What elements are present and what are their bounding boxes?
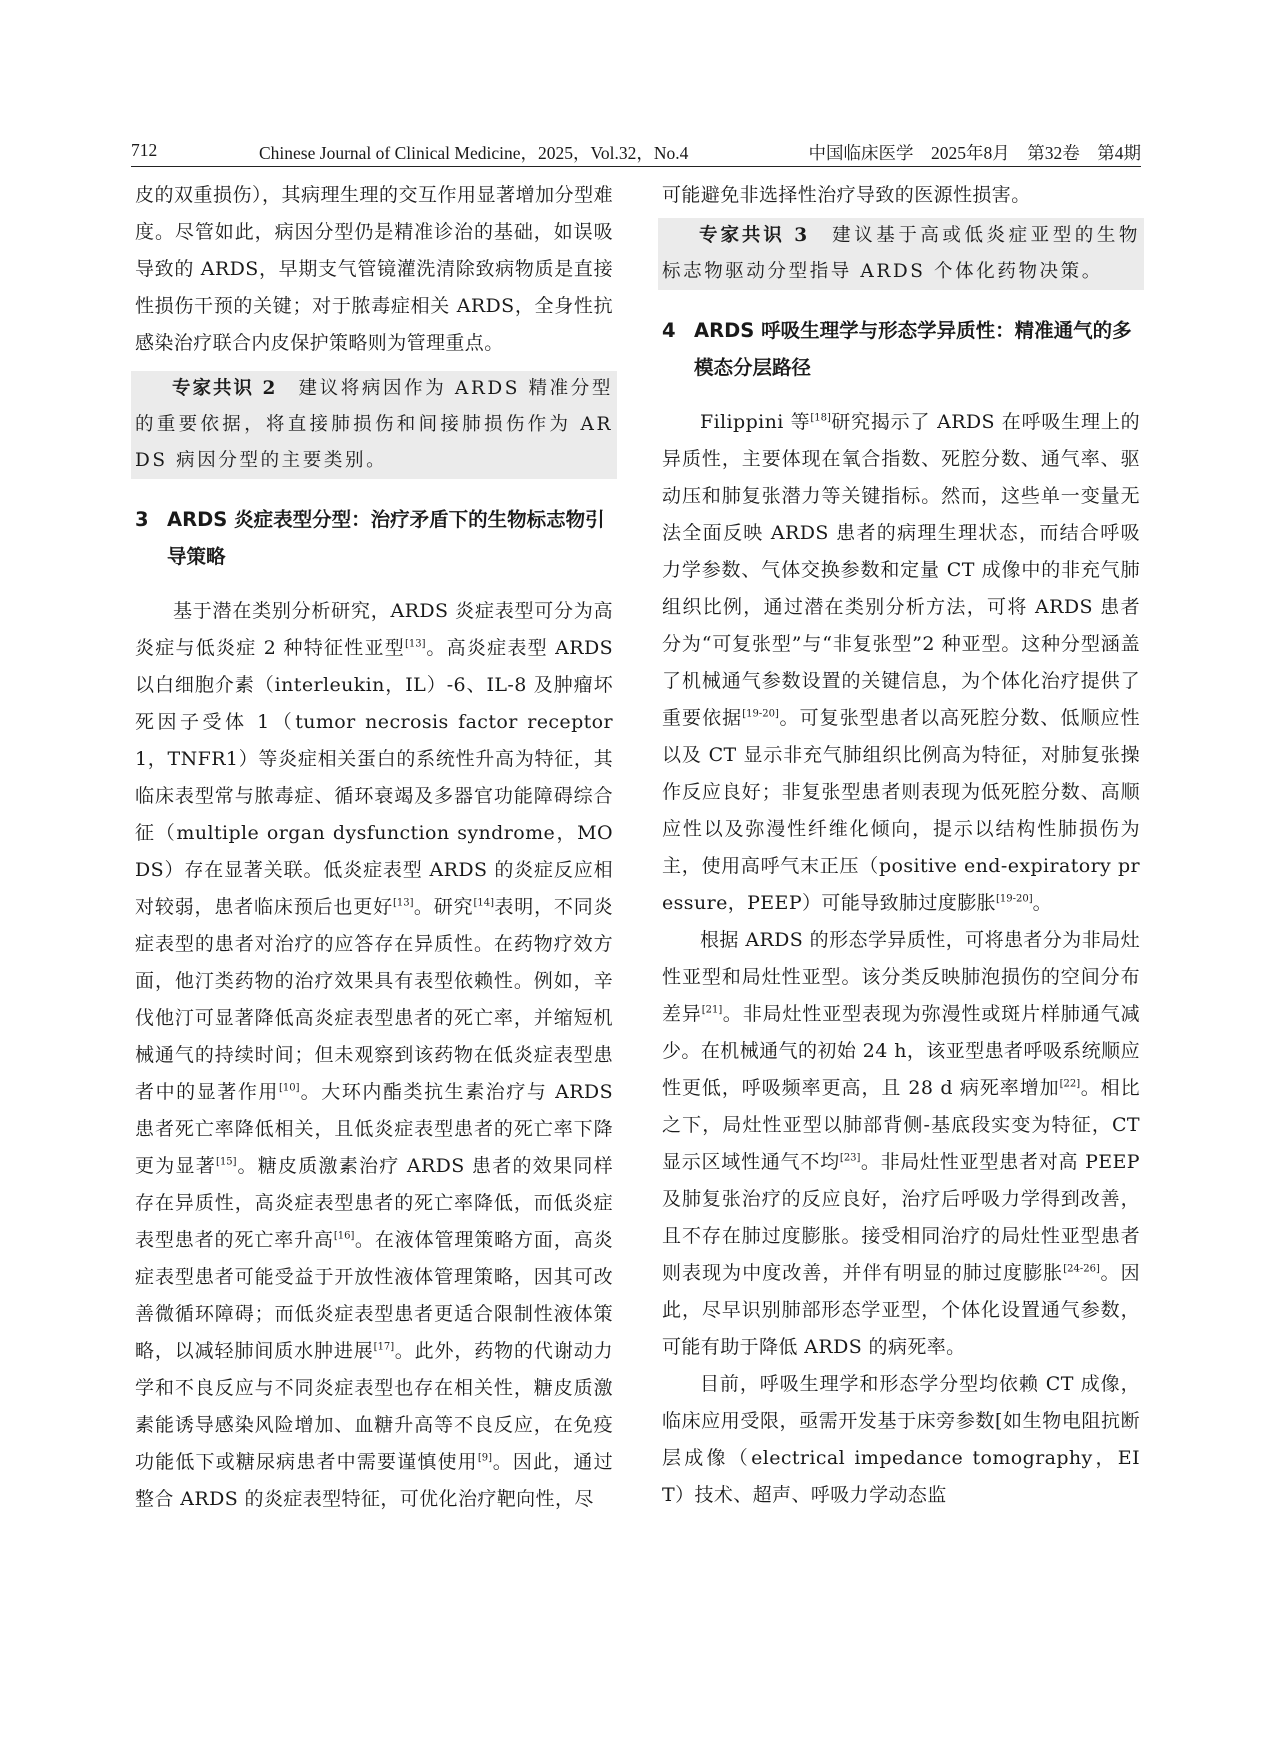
citation[interactable]: [16] xyxy=(333,1230,355,1242)
left-column xyxy=(135,177,613,1518)
page-number: 712 xyxy=(131,140,158,160)
paragraph-continued: 可能避免非选择性治疗导致的医源性损害。 xyxy=(662,184,1031,206)
journal-title-cn: 中国临床医学 2025年8月 第32卷 第4期 xyxy=(808,143,1141,163)
expert-consensus-2-box xyxy=(131,371,617,479)
section-title: ARDS 炎症表型分型：治疗矛盾下的生物标志物引导策略 xyxy=(167,508,605,568)
paragraph: Filippini 等[18]研究揭示了 ARDS 在呼吸生理上的异质性，主要体现在氧合指数、死腔分数、通气率、驱动压和肺复张潜力等关键指标。然而，这些单一变量无法全面反映 ARDS 患者的病理生理状态，而结合呼吸力学参数、气体交换参数和定量 CT 成像中的非充气肺组织比例，通过潜在类别分析方法，可将 ARDS 患者分为“可复张型”与“非复张型”2 种亚型。这种分型涵盖了机械通气参数设置的关键信息，为个体化治疗提供了重要依据[19-20]。可复张型患者以高死腔分数、低顺应性以及 CT 显示非充气肺组织比例高为特征，对肺复张操作反应良好；非复张型患者则表现为低死腔分数、高顺应性以及弥漫性纤维化倾向，提示以结构性肺损伤为主，使用高呼气末正压（positive end-expiratory pressure，PEEP）可能导致肺过度膨胀[19-20]。 xyxy=(662,411,1140,914)
expert-consensus-3 xyxy=(658,218,1144,290)
citation[interactable]: [14] xyxy=(473,897,494,909)
citation[interactable]: [17] xyxy=(373,1341,395,1353)
paragraph: 根据 ARDS 的形态学异质性，可将患者分为非局灶性亚型和局灶性亚型。该分类反映肺泡损伤的空间分布差异[21]。非局灶性亚型表现为弥漫性或斑片样肺通气减少。在机械通气的初始 24 h，该亚型患者呼吸系统顺应性更低，呼吸频率更高，且 28 d 病死率增加[22]。相比之下，局灶性亚型以肺部背侧-基底段实变为特征，CT 显示区域性通气不均[23]。非局灶性亚型患者对高 PEEP 及肺复张治疗的反应良好，治疗后呼吸力学得到改善，且不存在肺过度膨胀。接受相同治疗的局灶性亚型患者则表现为中度改善，并伴有明显的肺过度膨胀[24-26]。因此，尽早识别肺部形态学亚型，个体化设置通气参数，可能有助于降低 ARDS 的病死率。 xyxy=(662,929,1140,1358)
section-title: ARDS 呼吸生理学与形态学异质性：精准通气的多模态分层路径 xyxy=(694,319,1132,379)
running-header xyxy=(131,140,1141,166)
paragraph: 基于潜在类别分析研究，ARDS 炎症表型可分为高炎症与低炎症 2 种特征性亚型[13]。高炎症表型 ARDS 以白细胞介素（interleukin，IL）-6、IL-8 及肿瘤坏死因子受体 1（tumor necrosis factor receptor 1，TNFR1）等炎症相关蛋白的系统性升高为特征，其临床表型常与脓毒症、循环衰竭及多器官功能障碍综合征（multiple organ dysfunction syndrome，MODS）存在显著关联。低炎症表型 ARDS 的炎症反应相对较弱，患者临床预后也更好[13]。研究[14]表明，不同炎症表型的患者对治疗的应答存在异质性。在药物疗效方面，他汀类药物的治疗效果具有表型依赖性。例如，辛伐他汀可显著降低高炎症表型患者的死亡率，并缩短机械通气的持续时间；但未观察到该药物在低炎症表型患者中的显著作用[10]。大环内酯类抗生素治疗与 ARDS 患者死亡率降低相关，且低炎症表型患者的死亡率下降更为显著[15]。糖皮质激素治疗 ARDS 患者的效果同样存在异质性，高炎症表型患者的死亡率降低，而低炎症表型患者的死亡率升高[16]。在液体管理策略方面，高炎症表型患者可能受益于开放性液体管理策略，因其可改善微循环障碍；而低炎症表型患者更适合限制性液体策略，以减轻肺间质水肿进展[17]。此外，药物的代谢动力学和不良反应与不同炎症表型也存在相关性，糖皮质激素能诱导感染风险增加、血糖升高等不良反应，在免疫功能低下或糖尿病患者中需要谨慎使用[9]。因此，通过整合 ARDS 的炎症表型特征，可优化治疗靶向性，尽 xyxy=(135,600,614,1510)
citation[interactable]: [19-20] xyxy=(742,708,779,720)
consensus-text: 建议基于高或低炎症亚型的生物标志物驱动分型指导 ARDS 个体化药物决策。 xyxy=(662,225,1140,282)
citation[interactable]: [24-26] xyxy=(1063,1263,1100,1275)
citation[interactable]: [13] xyxy=(405,638,426,650)
section-3-heading xyxy=(135,501,613,575)
citation[interactable]: [9] xyxy=(477,1452,492,1464)
citation[interactable]: [18] xyxy=(810,412,831,424)
section-number: 3 xyxy=(135,508,149,531)
section-4-heading xyxy=(662,312,1140,386)
consensus-label: 专家共识 3 xyxy=(699,225,810,246)
paragraph-continued: 皮的双重损伤），其病理生理的交互作用显著增加分型难度。尽管如此，病因分型仍是精准诊治的基础，如误吸导致的 ARDS，早期支气管镜灌洗清除致病物质是直接性损伤干预的关键；对于脓毒症相关 ARDS，全身性抗感染治疗联合内皮保护策略则为管理重点。 xyxy=(135,184,613,354)
expert-consensus-2 xyxy=(131,371,617,479)
journal-title-en: Chinese Journal of Clinical Medicine，2025，Vol.32，No.4 xyxy=(259,143,689,163)
citation[interactable]: [23] xyxy=(839,1152,861,1164)
citation[interactable]: [10] xyxy=(278,1082,300,1094)
right-column xyxy=(662,177,1140,1514)
consensus-label: 专家共识 2 xyxy=(172,378,278,399)
consensus-text: 建议将病因作为 ARDS 精准分型的重要依据，将直接肺损伤和间接肺损伤作为 ARDS 病因分型的主要类别。 xyxy=(135,378,613,471)
citation[interactable]: [22] xyxy=(1059,1078,1081,1090)
citation[interactable]: [21] xyxy=(701,1004,723,1016)
header-rule xyxy=(131,166,1141,167)
paragraph: 目前，呼吸生理学和形态学分型均依赖 CT 成像，临床应用受限，亟需开发基于床旁参数[如生物电阻抗断层成像（electrical impedance tomography，EIT）技术、超声、呼吸力学动态监 xyxy=(662,1373,1141,1506)
citation[interactable]: [13] xyxy=(392,897,414,909)
citation[interactable]: [15] xyxy=(216,1156,237,1168)
expert-consensus-3-box xyxy=(658,218,1144,290)
section-number: 4 xyxy=(662,319,676,342)
citation[interactable]: [19-20] xyxy=(996,893,1033,905)
